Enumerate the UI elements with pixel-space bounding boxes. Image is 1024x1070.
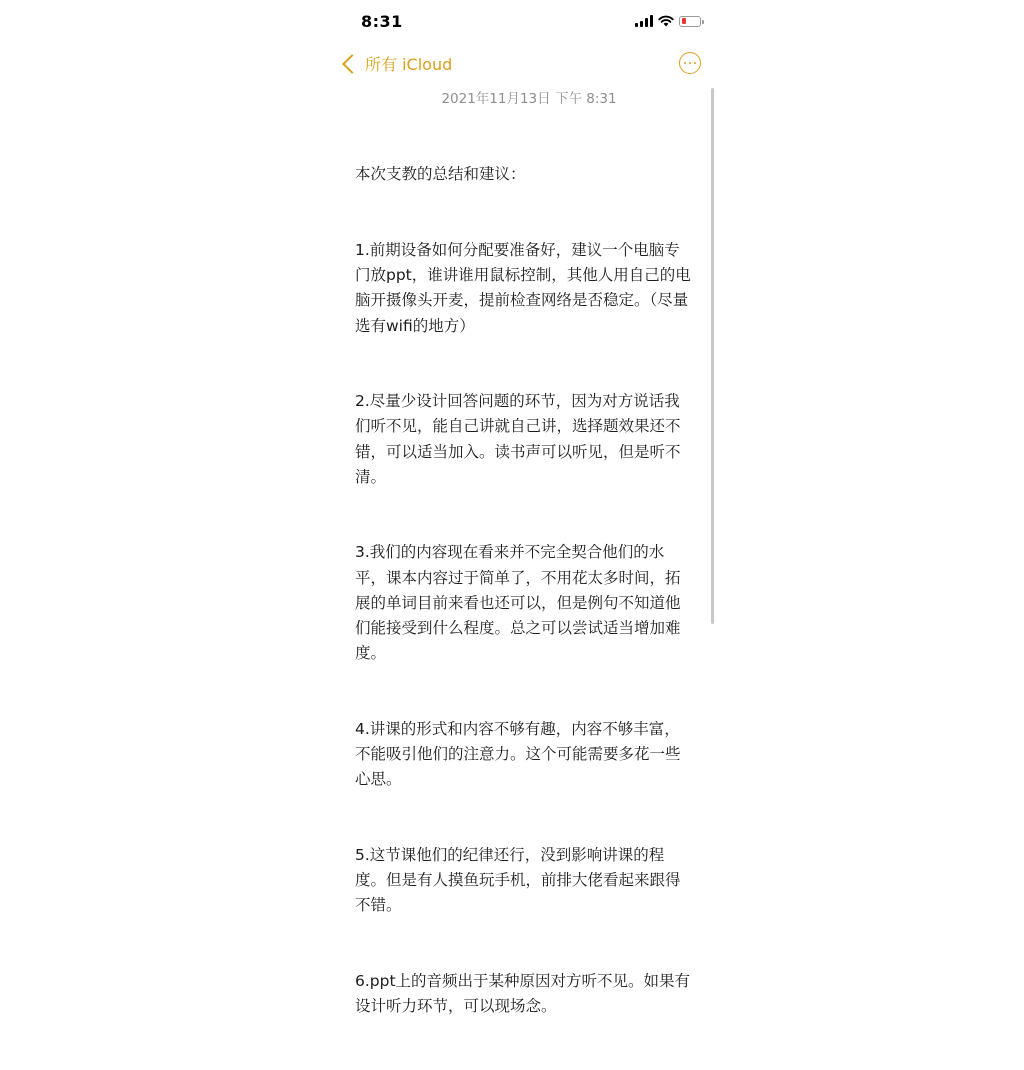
more-options-button[interactable] bbox=[679, 52, 701, 74]
chevron-left-icon bbox=[342, 54, 362, 74]
notes-screen bbox=[333, 0, 725, 1016]
note-line: 6.ppt上的音频出于某种原因对方听不见。如果有设计听力环节，可以现场念。 bbox=[355, 971, 691, 1016]
ellipsis-dot bbox=[684, 62, 687, 65]
note-line: 本次支教的总结和建议： bbox=[355, 165, 526, 184]
signal-icon bbox=[635, 15, 653, 27]
status-time: 8:31 bbox=[361, 12, 403, 31]
note-line: 4.讲课的形式和内容不够有趣，内容不够丰富，不能吸引他们的注意力。这个可能需要多花一些心思。 bbox=[355, 719, 681, 789]
back-button-label: 所有 iCloud bbox=[365, 55, 453, 74]
note-line: 5.这节课他们的纪律还行，没到影响讲课的程度。但是有人摸鱼玩手机，前排大佬看起来跟得不错。 bbox=[355, 845, 681, 915]
status-icons bbox=[635, 13, 701, 29]
ellipsis-dot bbox=[689, 62, 692, 65]
note-line: 1.前期设备如何分配要准备好，建议一个电脑专门放ppt，谁讲谁用鼠标控制，其他人用自己的电脑开摄像头开麦，提前检查网络是否稳定。（尽量选有wifi的地方） bbox=[355, 241, 691, 335]
note-date: 2021年11月13日 下午 8:31 bbox=[441, 91, 617, 107]
note-line: 3.我们的内容现在看来并不完全契合他们的水平，课本内容过于简单了，不用花太多时间，拓展的单词目前来看也还可以，但是例句不知道他们能接受到什么程度。总之可以尝试适当增加难度。 bbox=[355, 543, 681, 663]
ellipsis-dot bbox=[694, 62, 697, 65]
note-line: 2.尽量少设计回答问题的环节，因为对方说话我们听不见，能自己讲就自己讲，选择题效果还不错，可以适当加入。读书声可以听见，但是听不清。 bbox=[355, 392, 681, 486]
scrollbar[interactable] bbox=[711, 88, 714, 624]
back-button[interactable] bbox=[339, 52, 452, 75]
battery-icon bbox=[679, 16, 701, 27]
note-body[interactable] bbox=[355, 112, 695, 1070]
wifi-icon bbox=[658, 15, 674, 27]
